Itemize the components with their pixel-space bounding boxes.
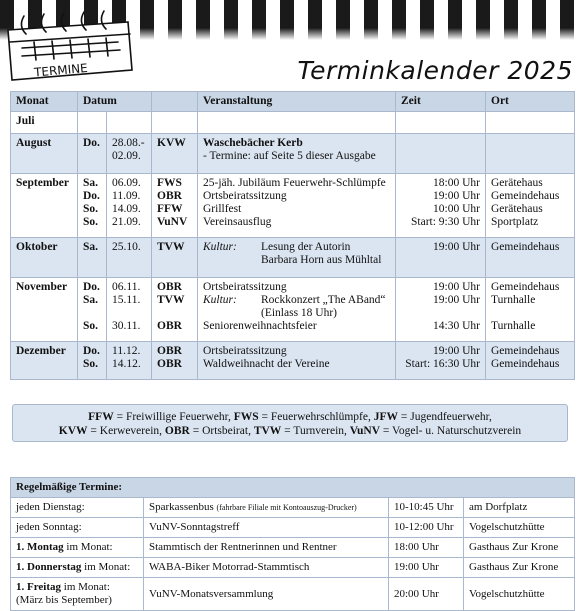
col-header-month: Monat bbox=[11, 92, 78, 112]
when-cell: jeden Dienstag: bbox=[16, 501, 85, 513]
place-cell: Gasthaus Zur Krone bbox=[464, 538, 575, 558]
date-cell: 14.12. bbox=[112, 358, 141, 370]
place-cell: Gemeindehaus bbox=[491, 190, 560, 202]
date-cell: 21.09. bbox=[112, 216, 141, 228]
event-cell: Vereinsausflug bbox=[203, 216, 272, 228]
table-row bbox=[11, 578, 575, 611]
events-table bbox=[10, 91, 575, 380]
code-cell: FWS bbox=[157, 177, 182, 189]
event-cell: Grillfest bbox=[203, 203, 242, 215]
table-row-dezember bbox=[11, 342, 575, 380]
legend-abbr: JFW bbox=[373, 411, 399, 423]
what-cell: VuNV-Monatsversammlung bbox=[144, 578, 389, 611]
time-cell: 19:00 Uhr bbox=[433, 345, 480, 357]
time-cell: 18:00 Uhr bbox=[389, 538, 464, 558]
col-header-event: Veranstaltung bbox=[198, 92, 396, 112]
place-cell: Sportplatz bbox=[491, 216, 539, 228]
date-cell: 02.09. bbox=[112, 150, 141, 162]
legend-text: = Freiwillige Feuerwehr, bbox=[113, 411, 234, 423]
month-cell: November bbox=[11, 278, 78, 342]
event-cell: Rockkonzert „The ABand“ bbox=[261, 294, 386, 306]
time-cell: 10-12:00 Uhr bbox=[389, 518, 464, 538]
table-row bbox=[11, 518, 575, 538]
regular-events-table bbox=[10, 477, 575, 611]
code-cell: OBR bbox=[157, 358, 182, 370]
what-cell: Stammtisch der Rentnerinnen und Rentner bbox=[144, 538, 389, 558]
event-cell: Waldweihnacht der Vereine bbox=[203, 358, 330, 370]
date-cell: 11.09. bbox=[112, 190, 141, 202]
table-row-oktober bbox=[11, 238, 575, 278]
legend-text: = Kerweverein, bbox=[87, 425, 165, 437]
day-cell: Do. bbox=[83, 137, 100, 149]
table-row-juli bbox=[11, 112, 575, 134]
date-cell: 28.08.- bbox=[112, 137, 145, 149]
when-bold: 1. Donnerstag bbox=[16, 561, 82, 573]
table-row-august bbox=[11, 134, 575, 174]
event-cell: Ortsbeiratssitzung bbox=[203, 190, 287, 202]
place-cell: Gemeindehaus bbox=[491, 345, 560, 357]
col-header-time: Zeit bbox=[396, 92, 486, 112]
day-cell: Do. bbox=[83, 281, 100, 293]
place-cell: Vogelschutzhütte bbox=[464, 518, 575, 538]
regular-header-row bbox=[11, 478, 575, 498]
code-cell: OBR bbox=[157, 320, 182, 332]
kultur-label: Kultur: bbox=[203, 294, 237, 306]
time-cell: 19:00 Uhr bbox=[389, 558, 464, 578]
month-cell: Juli bbox=[11, 112, 78, 134]
date-cell: 11.12. bbox=[112, 345, 141, 357]
date-cell: 06.09. bbox=[112, 177, 141, 189]
place-cell: Gasthaus Zur Krone bbox=[464, 558, 575, 578]
table-row bbox=[11, 558, 575, 578]
date-cell: 15.11. bbox=[112, 294, 141, 306]
day-cell: So. bbox=[83, 203, 99, 215]
day-cell: Do. bbox=[83, 190, 100, 202]
date-cell: 25.10. bbox=[112, 241, 141, 253]
legend-abbr: KVW bbox=[58, 425, 88, 437]
when-cell: jeden Sonntag: bbox=[16, 521, 82, 533]
time-cell: 19:00 Uhr bbox=[433, 294, 480, 306]
time-cell: 18:00 Uhr bbox=[433, 177, 480, 189]
event-cell: Barbara Horn aus Mühltal bbox=[261, 254, 382, 266]
time-cell: 19:00 Uhr bbox=[433, 241, 480, 253]
code-cell: KVW bbox=[157, 137, 186, 149]
kultur-label: Kultur: bbox=[203, 241, 237, 253]
what-cell: VuNV-Sonntagstreff bbox=[144, 518, 389, 538]
when-bold: 1. Freitag bbox=[16, 581, 62, 593]
day-cell: So. bbox=[83, 320, 99, 332]
legend-text: = Feuerwehrschlümpfe, bbox=[258, 411, 374, 423]
legend-text: = Turnverein, bbox=[281, 425, 350, 437]
day-cell: So. bbox=[83, 358, 99, 370]
time-cell: 19:00 Uhr bbox=[433, 281, 480, 293]
calendar-badge-icon bbox=[4, 8, 136, 88]
event-cell: 25-jäh. Jubiläum Feuerwehr-Schlümpfe bbox=[203, 177, 386, 189]
table-row bbox=[11, 498, 575, 518]
col-header-place: Ort bbox=[486, 92, 575, 112]
table-row-september bbox=[11, 174, 575, 238]
event-cell: Lesung der Autorin bbox=[261, 241, 351, 253]
table-row bbox=[11, 538, 575, 558]
event-title: Waschebächer Kerb bbox=[203, 137, 303, 149]
day-cell: Do. bbox=[83, 345, 100, 357]
place-cell: Gerätehaus bbox=[491, 177, 543, 189]
page-title: Terminkalender 2025 bbox=[297, 56, 573, 85]
event-note: - Termine: auf Seite 5 dieser Ausgabe bbox=[203, 150, 376, 162]
code-cell: OBR bbox=[157, 190, 182, 202]
place-cell: Turnhalle bbox=[491, 294, 536, 306]
legend-abbr: OBR bbox=[164, 425, 190, 437]
place-cell: Vogelschutzhütte bbox=[464, 578, 575, 611]
event-cell: Ortsbeiratssitzung bbox=[203, 345, 287, 357]
place-cell: Gemeindehaus bbox=[491, 241, 560, 253]
day-cell: Sa. bbox=[83, 241, 99, 253]
code-cell: FFW bbox=[157, 203, 183, 215]
when-cell: im Monat: bbox=[81, 561, 131, 573]
day-cell: Sa. bbox=[83, 294, 99, 306]
date-cell: 06.11. bbox=[112, 281, 141, 293]
time-cell: 14:30 Uhr bbox=[433, 320, 480, 332]
legend-abbr: VuNV bbox=[349, 425, 381, 437]
code-cell: OBR bbox=[157, 345, 182, 357]
place-cell: Gemeindehaus bbox=[491, 358, 560, 370]
code-cell: VuNV bbox=[157, 216, 188, 228]
what-note: (fahrbare Filiale mit Kontoauszug-Drucker) bbox=[216, 503, 357, 512]
when-bold: 1. Montag bbox=[16, 541, 64, 553]
badge-label: TERMINE bbox=[33, 60, 89, 80]
month-cell: September bbox=[11, 174, 78, 238]
legend-line bbox=[13, 424, 567, 438]
code-cell: TVW bbox=[157, 294, 185, 306]
legend-abbr: TVW bbox=[253, 425, 282, 437]
table-header-row bbox=[11, 92, 575, 112]
month-cell: Oktober bbox=[11, 238, 78, 278]
month-cell: Dezember bbox=[11, 342, 78, 380]
time-cell: 20:00 Uhr bbox=[389, 578, 464, 611]
legend-text: = Jugendfeuerwehr, bbox=[398, 411, 492, 423]
place-cell: Turnhalle bbox=[491, 320, 536, 332]
time-cell: Start: 9:30 Uhr bbox=[411, 216, 480, 228]
place-cell: am Dorfplatz bbox=[464, 498, 575, 518]
when-note: (März bis September) bbox=[16, 594, 112, 606]
legend-text: = Vogel- u. Naturschutzverein bbox=[380, 425, 522, 437]
date-cell: 30.11. bbox=[112, 320, 141, 332]
what-cell: Sparkassenbus bbox=[149, 501, 217, 513]
event-cell: (Einlass 18 Uhr) bbox=[261, 307, 338, 319]
time-cell: 10-10:45 Uhr bbox=[389, 498, 464, 518]
table-row-november bbox=[11, 278, 575, 342]
code-cell: OBR bbox=[157, 281, 182, 293]
place-cell: Gerätehaus bbox=[491, 203, 543, 215]
when-cell: im Monat: bbox=[61, 581, 110, 593]
date-cell: 14.09. bbox=[112, 203, 141, 215]
legend-line bbox=[13, 410, 567, 424]
time-cell: 10:00 Uhr bbox=[433, 203, 480, 215]
regular-title: Regelmäßige Termine: bbox=[11, 478, 575, 498]
what-cell: WABA-Biker Motorrad-Stammtisch bbox=[144, 558, 389, 578]
month-cell: August bbox=[11, 134, 78, 174]
day-cell: So. bbox=[83, 216, 99, 228]
col-header-date: Datum bbox=[78, 92, 152, 112]
legend-text: = Ortsbeirat, bbox=[189, 425, 254, 437]
code-cell: TVW bbox=[157, 241, 185, 253]
event-cell: Ortsbeiratssitzung bbox=[203, 281, 287, 293]
col-header-code bbox=[152, 92, 198, 112]
time-cell: Start: 16:30 Uhr bbox=[405, 358, 480, 370]
day-cell: Sa. bbox=[83, 177, 99, 189]
event-cell: Seniorenweihnachtsfeier bbox=[203, 320, 317, 332]
place-cell: Gemeindehaus bbox=[491, 281, 560, 293]
when-cell: im Monat: bbox=[63, 541, 113, 553]
legend-abbr: FFW bbox=[88, 411, 114, 423]
time-cell: 19:00 Uhr bbox=[433, 190, 480, 202]
legend-abbr: FWS bbox=[233, 411, 259, 423]
abbreviation-legend bbox=[12, 404, 568, 442]
